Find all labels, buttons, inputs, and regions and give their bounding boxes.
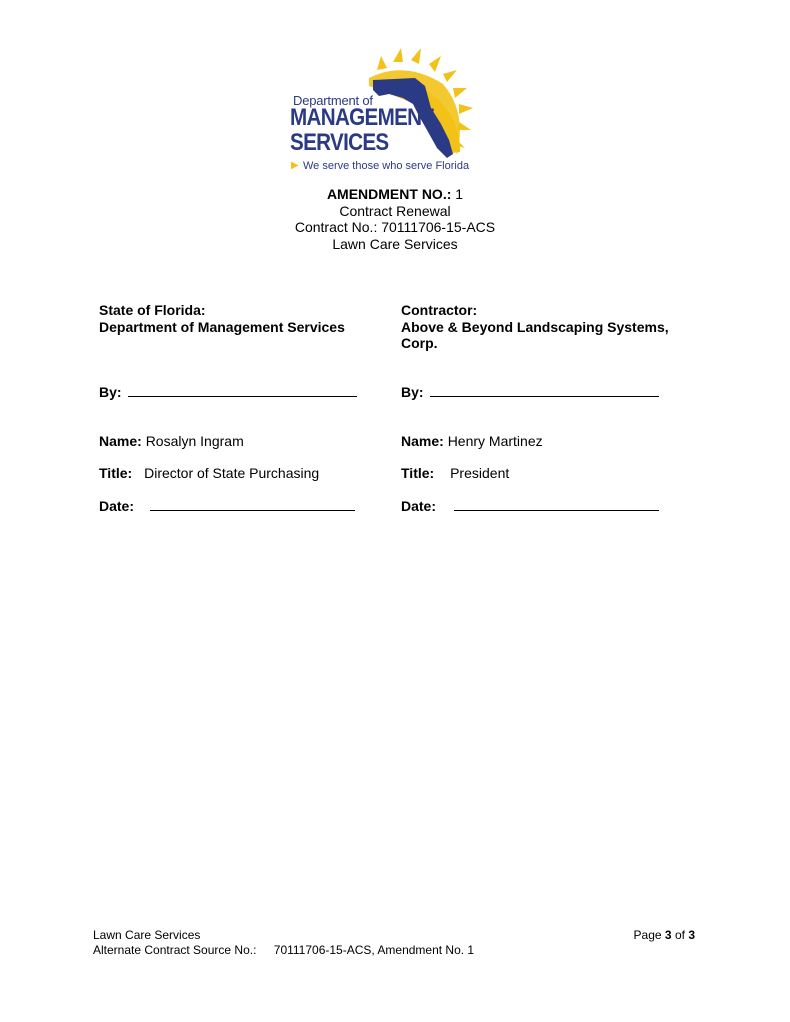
state-name-value: Rosalyn Ingram <box>145 433 244 449</box>
contractor-date-label: Date: <box>401 498 437 514</box>
contractor-signature-line <box>430 384 659 397</box>
state-by-label: By: <box>99 384 122 400</box>
page-current: 3 <box>664 928 672 942</box>
state-date-row <box>99 498 355 514</box>
footer-contract-source-label: Alternate Contract Source No.: <box>93 943 257 957</box>
contract-renewal-text: Contract Renewal <box>339 202 451 219</box>
contractor-date-line <box>454 498 659 511</box>
state-date-label: Date: <box>99 498 135 514</box>
state-date-line <box>150 498 355 511</box>
state-title-value: Director of State Purchasing <box>144 465 320 481</box>
page-total: 3 <box>688 928 695 942</box>
state-party-label: State of Florida: <box>99 302 206 318</box>
contractor-by-label: By: <box>401 384 424 400</box>
page-label: Page <box>633 928 662 942</box>
amendment-number: 1 <box>455 186 464 202</box>
document-heading <box>0 186 790 252</box>
state-party-block <box>99 302 345 335</box>
contractor-title-row <box>401 465 509 481</box>
logo-department-text: Department of <box>293 93 373 108</box>
contractor-party-label: Contractor: <box>401 302 478 318</box>
contractor-title-label: Title: <box>401 465 435 481</box>
contractor-party-name-line2: Corp. <box>401 335 438 351</box>
state-name-label: Name: <box>99 433 142 449</box>
logo-services-text: SERVICES <box>290 129 389 156</box>
dms-logo <box>285 42 505 177</box>
logo-management-text: MANAGEMENT <box>290 104 434 131</box>
state-signature-row <box>99 384 357 400</box>
contract-number-text: Contract No.: 70111706-15-ACS <box>294 219 496 235</box>
footer-service-name: Lawn Care Services <box>93 928 201 942</box>
amendment-label: AMENDMENT NO.: <box>326 186 452 202</box>
state-party-name: Department of Management Services <box>99 318 345 335</box>
logo-tagline: We serve those who serve Florida <box>303 160 470 172</box>
state-name-row <box>99 433 244 449</box>
contractor-title-value: President <box>450 465 510 481</box>
state-title-row <box>99 465 319 481</box>
contractor-name-value: Henry Martinez <box>447 433 543 449</box>
contractor-party-block <box>401 302 669 352</box>
page-footer <box>93 928 695 958</box>
contractor-signature-row <box>401 384 659 400</box>
contractor-name-label: Name: <box>401 433 444 449</box>
service-name-text: Lawn Care Services <box>332 235 458 252</box>
page-number <box>634 928 695 943</box>
state-signature-line <box>128 384 357 397</box>
state-title-label: Title: <box>99 465 133 481</box>
footer-contract-source-value: 70111706-15-ACS, Amendment No. 1 <box>273 943 475 957</box>
play-arrow-icon: ▶ <box>291 160 299 171</box>
contractor-date-row <box>401 498 659 514</box>
amendment-line <box>0 186 790 203</box>
contractor-name-row <box>401 433 543 449</box>
footer-contract-source <box>93 943 695 958</box>
page-of: of <box>674 928 685 942</box>
contractor-party-name-line1: Above & Beyond Landscaping Systems, <box>401 318 669 335</box>
